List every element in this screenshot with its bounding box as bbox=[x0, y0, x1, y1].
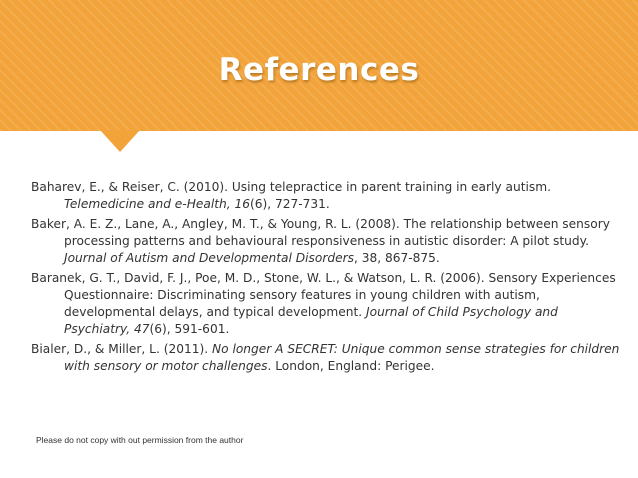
reference-item bbox=[31, 341, 621, 375]
copyright-notice: Please do not copy with out permission from the author bbox=[36, 435, 244, 445]
reference-details: (6), 727-731. bbox=[249, 197, 330, 211]
reference-authors: Baker, A. E. Z., Lane, A., Angley, M. T., & Young, R. L. (2008). The relationship between sensory processing patterns and behavioural responsiveness in autistic disorder: A pilot study. bbox=[31, 217, 610, 248]
slide-title: References bbox=[218, 52, 420, 88]
reference-list bbox=[31, 179, 621, 378]
reference-item bbox=[31, 270, 621, 338]
reference-item bbox=[31, 179, 621, 213]
reference-details: . London, England: Perigee. bbox=[267, 359, 435, 373]
header-banner bbox=[0, 0, 638, 131]
reference-details: (6), 591-601. bbox=[149, 322, 230, 336]
reference-authors: Baranek, G. T., David, F. J., Poe, M. D., Stone, W. L., & Watson, L. R. (2006). Sensory Experiences Questionnaire: Discriminating sensory features in young children with autism, developmental delays, and typical development. bbox=[31, 271, 616, 319]
reference-journal: Telemedicine and e-Health, 16 bbox=[64, 197, 250, 211]
reference-journal: No longer A SECRET: Unique common sense strategies for children with sensory or motor challenges bbox=[64, 342, 620, 373]
reference-authors: Bialer, D., & Miller, L. (2011). bbox=[31, 342, 212, 356]
reference-item bbox=[31, 216, 621, 267]
reference-journal: Journal of Autism and Developmental Disorders bbox=[64, 251, 354, 265]
reference-journal: Journal of Child Psychology and Psychiatry, 47 bbox=[64, 305, 558, 336]
reference-authors: Baharev, E., & Reiser, C. (2010). Using telepractice in parent training in early autism. bbox=[31, 180, 551, 194]
header-notch bbox=[100, 130, 140, 152]
reference-details: , 38, 867-875. bbox=[353, 251, 440, 265]
